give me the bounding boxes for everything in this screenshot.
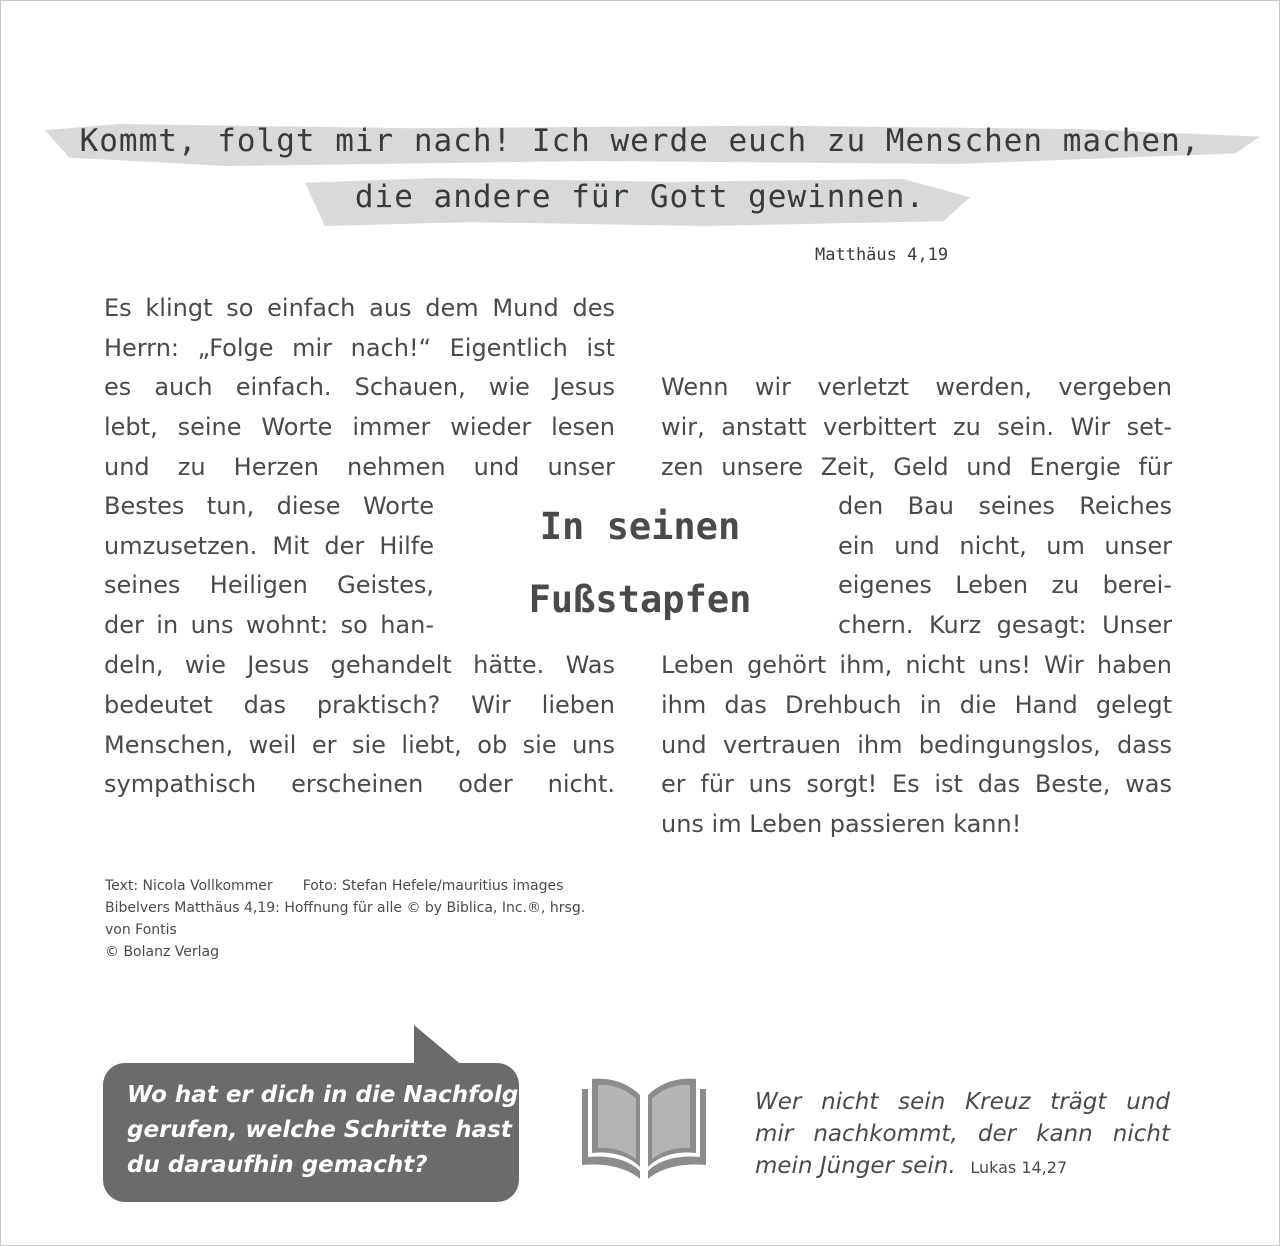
text-line: den Bau seines Reiches [838, 492, 1172, 520]
text-line: es auch einfach. Schauen, wie Jesus [104, 373, 615, 401]
text-line: Herrn: „Folge mir nach!“ Eigentlich ist [104, 334, 615, 362]
text-line: wir, anstatt verbittert zu sein. Wir set- [661, 413, 1172, 441]
verse-reference: Matthäus 4,19 [815, 245, 949, 265]
question-line: du daraufhin gemacht? [127, 1152, 428, 1178]
text-line: Leben gehört ihm, nicht uns! Wir haben [661, 651, 1172, 679]
text-line: ein und nicht, um unser [838, 532, 1172, 560]
credit-photo: Foto: Stefan Hefele/mauritius images [302, 878, 564, 894]
text-line: deln, wie Jesus gehandelt hätte. Was [104, 651, 615, 679]
text-line: und vertrauen ihm bedingungslos, dass [661, 731, 1172, 759]
text-line: Bestes tun, diese Worte [104, 492, 434, 520]
text-line: bedeutet das praktisch? Wir lieben [104, 691, 615, 719]
quote-line-3 [755, 1150, 1170, 1182]
quote-reference: Lukas 14,27 [970, 1158, 1068, 1177]
credit-bible-1: Bibelvers Matthäus 4,19: Hoffnung für alle © by Biblica, Inc.®, hrsg. [105, 900, 586, 916]
heading-line-1: In seinen [539, 505, 741, 548]
verse-line-1: Kommt, folgt mir nach! Ich werde euch zu Menschen machen, [79, 123, 1201, 159]
credit-publisher: © Bolanz Verlag [105, 944, 219, 960]
text-line: umzusetzen. Mit der Hilfe [104, 532, 434, 560]
text-line: er für uns sorgt! Es ist das Beste, was [661, 770, 1172, 798]
text-line: ihm das Drehbuch in die Hand gelegt [661, 691, 1172, 719]
text-line: lebt, seine Worte immer wieder lesen [104, 413, 615, 441]
text-line: Menschen, weil er sie liebt, ob sie uns [104, 731, 615, 759]
question-text [127, 1078, 534, 1183]
text-line: seines Heiligen Geistes, [104, 571, 434, 599]
bible-quote [755, 1086, 1170, 1182]
text-line: eigenes Leben zu berei- [838, 571, 1172, 599]
verse-line-2: die andere für Gott gewinnen. [354, 179, 926, 215]
heading-line-2: Fußstapfen [528, 578, 752, 621]
text-line: zen unsere Zeit, Geld und Energie für [661, 453, 1172, 481]
text-line: der in uns wohnt: so han- [104, 611, 434, 639]
open-book-icon [578, 1075, 710, 1179]
text-line: chern. Kurz gesagt: Unser [838, 611, 1172, 639]
question-line: Wo hat er dich in die Nachfolge [127, 1082, 534, 1108]
quote-line: mir nachkommt, der kann nicht [755, 1121, 1170, 1147]
text-line: uns im Leben passieren kann! [661, 810, 1022, 838]
credit-bible-2: von Fontis [105, 922, 177, 938]
credits [105, 875, 585, 963]
quote-line: mein Jünger sein. [755, 1153, 956, 1179]
credits-line-1 [105, 875, 585, 897]
question-line: gerufen, welche Schritte hast [127, 1117, 512, 1143]
text-line: Es klingt so einfach aus dem Mund des [104, 294, 615, 322]
credit-text: Text: Nicola Vollkommer [105, 878, 273, 894]
quote-line: Wer nicht sein Kreuz trägt und [755, 1089, 1170, 1115]
text-line: und zu Herzen nehmen und unser [104, 453, 615, 481]
text-line: sympathisch erscheinen oder nicht. [104, 770, 615, 798]
text-line: Wenn wir verletzt werden, vergeben [661, 373, 1172, 401]
